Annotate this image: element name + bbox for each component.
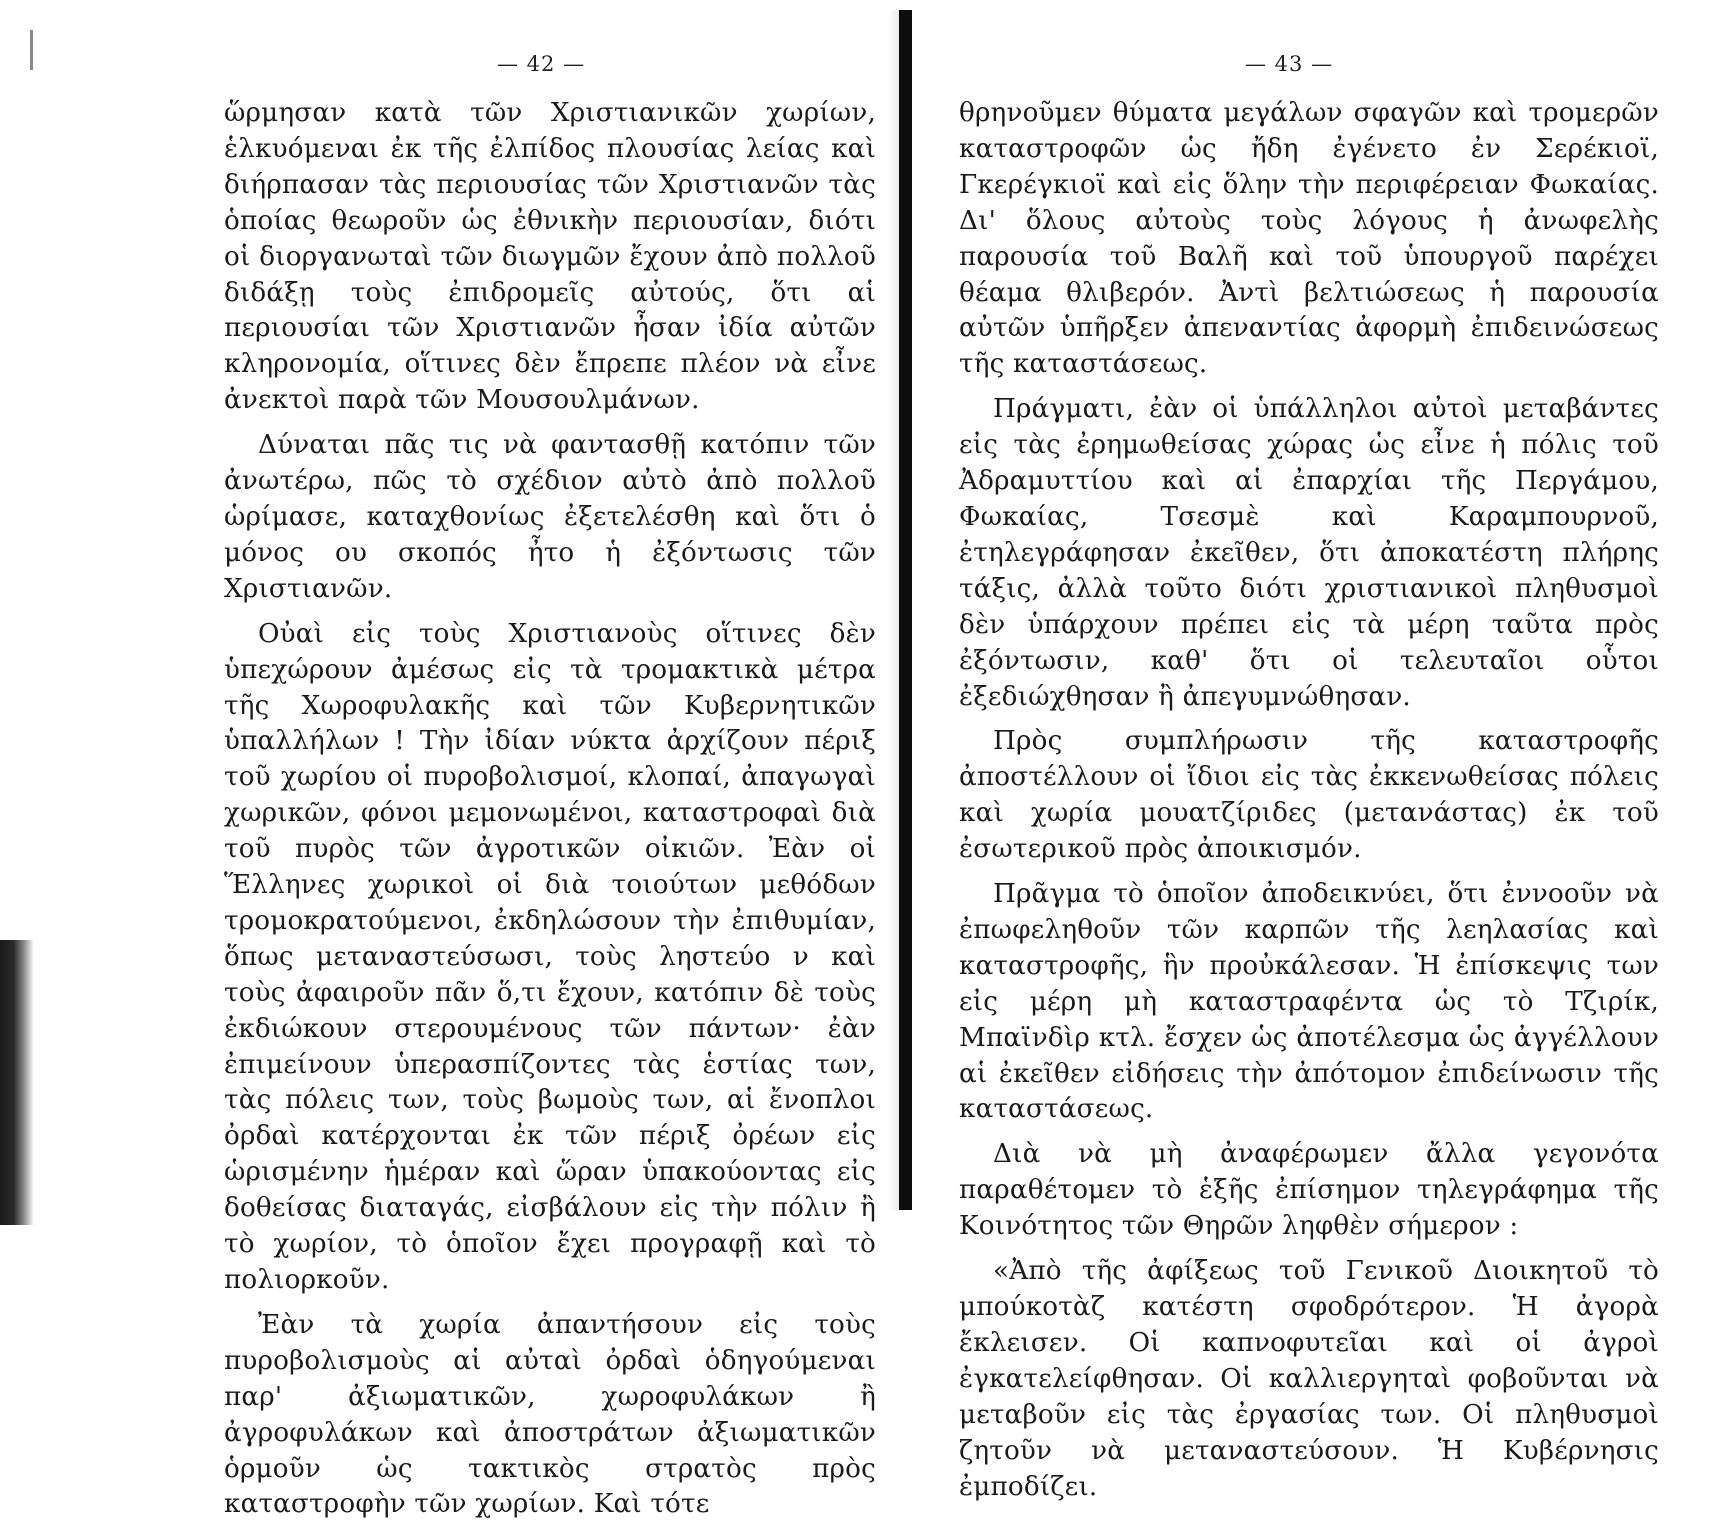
paragraph: Διὰ νὰ μὴ ἀναφέρωμεν ἄλλα γεγονότα παραθέτομεν τὸ ἑξῆς ἐπίσημον τηλεγράφημα τῆς Κοινότητος τῶν Θηρῶν ληφθὲν σήμερον : <box>959 1139 1659 1242</box>
paragraph: Πράγματι, ἐὰν οἱ ὑπάλληλοι αὐτοὶ μεταβάντες εἰς τὰς ἐρημωθείσας χώρας ὡς εἶνε ἡ πόλις τοῦ Ἀδραμυττίου καὶ αἱ ἐπαρχίαι τῆς Περγάμου, Φωκαίας, Τσεσμὲ καὶ Καραμπουρνοῦ, ἐτηλεγράφησαν ἐκεῖθεν, ὅτι ἀποκατέστη πλήρης τάξις, ἀλλὰ τοῦτο διότι χριστιανικοὶ πληθυσμοὶ δὲν ὑπάρχουν πρέπει εἰς τὰ μέρη ταῦτα πρὸς ἐξόντωσιν, καθ' ὅτι οἱ τελευταῖοι οὗτοι ἐξεδιώχθησαν ἢ ἀπεγυμνώθησαν. <box>959 394 1659 712</box>
paragraph: Πρὸς συμπλήρωσιν τῆς καταστροφῆς ἀποστέλλουν οἱ ἴδιοι εἰς τὰς ἐκκενωθείσας πόλεις καὶ χωρία μουατζίριδες (μετανάστας) ἐκ τοῦ ἐσωτερικοῦ πρὸς ἀποικισμόν. <box>959 726 1659 865</box>
right-page <box>912 0 1728 1502</box>
paragraph: θρηνοῦμεν θύματα μεγάλων σφαγῶν καὶ τρομερῶν καταστροφῶν ὡς ἤδη ἐγένετο ἐν Σερέκιοϊ, Γκερέγκιοϊ καὶ εἰς ὅλην τὴν περιφέρειαν Φωκαίας. Δι' ὅλους αὐτοὺς τοὺς λόγους ἡ ἀνωφελὴς παρουσία τοῦ Βαλῆ καὶ τοῦ ὑπουργοῦ παρέχει θέαμα θλιβερόν. Ἀντὶ βελτιώσεως ἡ παρουσία αὐτῶν ὑπῆρξεν ἀπεναντίας ἀφορμὴ ἐπιδεινώσεως τῆς καταστάσεως. <box>959 98 1659 380</box>
paragraph: Πρᾶγμα τὸ ὁποῖον ἀποδεικνύει, ὅτι ἐννοοῦν νὰ ἐπωφεληθοῦν τῶν καρπῶν τῆς λεηλασίας καὶ καταστροφῆς, ἣν προὐκάλεσαν. Ἡ ἐπίσκεψις των εἰς μέρη μὴ καταστραφέντα ὡς τὸ Τζιρίκ, Μπαϊνδὶρ κτλ. ἔσχεν ὡς ἀποτέλεσμα ὡς ἀγγέλλουν αἱ ἐκεῖθεν εἰδήσεις τὴν ἀπότομον ἐπιδείνωσιν τῆς καταστάσεως. <box>959 879 1659 1125</box>
page-number-left: — 42 — <box>497 52 586 76</box>
right-page-body <box>959 96 1659 1505</box>
paragraph: Οὐαὶ εἰς τοὺς Χριστιανοὺς οἵτινες δὲν ὑπεχώρουν ἀμέσως εἰς τὰ τρομακτικὰ μέτρα τῆς Χωροφυλακῆς καὶ τῶν Κυβερνητικῶν ὑπαλλήλων ! Τὴν ἰδίαν νύκτα ἀρχίζουν πέριξ τοῦ χωρίου οἱ πυροβολισμοί, κλοπαί, ἀπαγωγαὶ χωρικῶν, φόνοι μεμονωμένοι, καταστροφαὶ διὰ τοῦ πυρὸς τῶν ἀγροτικῶν οἰκιῶν. Ἐὰν οἱ Ἕλληνες χωρικοὶ οἱ διὰ τοιούτων μεθόδων τρομοκρατούμενοι, ἐκδηλώσουν τὴν ἐπιθυμίαν, ὅπως μεταναστεύσωσι, τοὺς ληστεύο ν καὶ τοὺς ἀφαιροῦν πᾶν ὅ,τι ἔχουν, κατόπιν δὲ τοὺς ἐκδιώκουν στερουμένους τῶν πάντων· ἐὰν ἐπιμείνουν ὑπερασπίζοντες τὰς ἑστίας των, τὰς πόλεις των, τοὺς βωμοὺς των, αἱ ἔνοπλοι ὀρδαὶ κατέρχονται ἐκ τῶν πέριξ ὀρέων εἰς ὡρισμένην ἡμέραν καὶ ὥραν ὑπακούοντας εἰς δοθείσας διαταγάς, εἰσβάλουν εἰς τὴν πόλιν ἢ τὸ χωρίον, τὸ ὁποῖον ἔχει προγραφῇ καὶ τὸ πολιορκοῦν. <box>224 618 876 1295</box>
page-number-right: — 43 — <box>1245 52 1334 76</box>
left-page-body <box>224 96 876 1523</box>
quoted-telegram: «Ἀπὸ τῆς ἀφίξεως τοῦ Γενικοῦ Διοικητοῦ τὸ μπούκοτὰζ κατέστη σφοδρότερον. Ἡ ἀγορὰ ἔκλεισεν. Οἱ καπνοφυτεῖαι καὶ οἱ ἀγροὶ ἐγκατελείφθησαν. Οἱ καλλιεργηταὶ φοβοῦνται νὰ μεταβοῦν εἰς τὰς ἐργασίας των. Οἱ πληθυσμοὶ ζητοῦν νὰ μεταναστεύσουν. Ἡ Κυβέρνησις ἐμποδίζει. <box>959 1256 1659 1502</box>
book-gutter <box>899 10 912 1210</box>
paragraph: ὥρμησαν κατὰ τῶν Χριστιανικῶν χωρίων, ἑλκυόμεναι ἐκ τῆς ἐλπίδος πλουσίας λείας καὶ διήρπασαν τὰς περιουσίας τῶν Χριστιανῶν τὰς ὁποίας θεωροῦν ὡς ἐθνικὴν περιουσίαν, διότι οἱ διοργανωταὶ τῶν διωγμῶν ἔχουν ἀπὸ πολλοῦ διδάξῃ τοὺς ἐπιδρομεῖς αὐτούς, ὅτι αἱ περιουσίαι τῶν Χριστιανῶν ἦσαν ἰδία αὐτῶν κληρονομία, οἵτινες δὲν ἔπρεπε πλέον νὰ εἶνε ἀνεκτοὶ παρὰ τῶν Μουσουλμάνων. <box>224 98 876 416</box>
paragraph: Ἐὰν τὰ χωρία ἀπαντήσουν εἰς τοὺς πυροβολισμοὺς αἱ αὐταὶ ὀρδαὶ ὁδηγούμεναι παρ' ἀξιωματικῶν, χωροφυλάκων ἢ ἀγροφυλάκων καὶ ἀποστράτων ἀξιωματικῶν ὁρμοῦν ὡς τακτικὸς στρατὸς πρὸς καταστροφὴν τῶν χωρίων. Καὶ τότε <box>224 1309 876 1520</box>
paragraph: Δύναται πᾶς τις νὰ φαντασθῇ κατόπιν τῶν ἀνωτέρω, πῶς τὸ σχέδιον αὐτὸ ἀπὸ πολλοῦ ὡρίμασε, καταχθονίως ἐξετελέσθη καὶ ὅτι ὁ μόνος ου σκοπός ἦτο ἡ ἐξόντωσις τῶν Χριστιανῶν. <box>224 430 876 604</box>
gutter-shadow <box>888 10 899 1210</box>
